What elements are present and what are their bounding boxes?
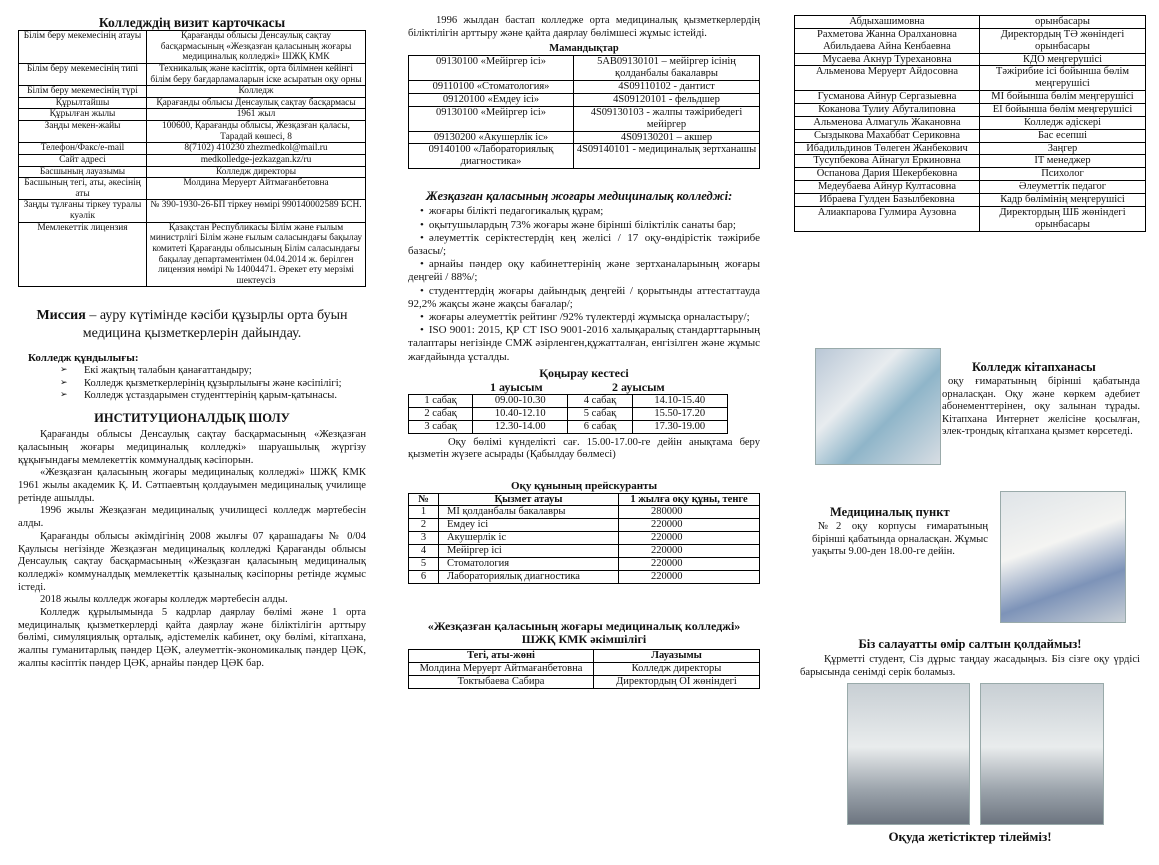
value-item: ➢ Колледж қызметкерлерінің құзырлылығы және кәсіпілігі; — [60, 378, 366, 390]
paragraph: «Жезқазған қаласының жоғары медициналық колледжі» ШЖҚ КМК 1961 жылы академик Қ. И. Сәтпаевтың қолдауымен медициналық училище ретінде ашылды. — [18, 467, 366, 504]
admin-row — [795, 53, 1146, 66]
visit-card-table — [18, 30, 366, 287]
admin-row — [795, 194, 1146, 207]
admin-position: орынбасары — [980, 16, 1146, 29]
prices-title: Оқу құнының прейскуранты — [510, 479, 658, 492]
healthy-title: Біз салауатты өмір салтын қолдаймыз! — [858, 637, 1082, 651]
admin-row — [795, 91, 1146, 104]
admin-name: Сыздыкова Махаббат Сериковна — [795, 129, 980, 142]
visit-card-label: Білім беру мекемесінің түрі — [19, 86, 147, 98]
price-amount: 220000 — [619, 557, 760, 570]
visit-card-value: Қазақстан Республикасы Білім және ғылым министрлігі Білім және ғылым саласындағы бақылау комитеті Қарағанды облысының Білім саласындағы бақылау департаментімен 04.04.2014 ж. берілген лицензия нөмірі № 14004471. Әрекет ету мерзімі шектеусіз — [147, 222, 366, 287]
advantage-item: • ISO 9001: 2015, ҚР СТ ISO 9001-2016 халықаралық стандарттарының талаптары негізінде СМЖ әзірленген,құжатталған, енгізілген және жұмыс жағдайында ұсталды. — [408, 324, 760, 364]
price-row — [409, 570, 760, 583]
specialty-row — [409, 56, 760, 81]
paragraph: Колледж құрылымында 5 кадрлар даярлау бөлімі және 1 орта медициналық қызметкерлерді қайта даярлау және біліктілігін арттыру бөлімі, симуляциялық орталық, әдістемелік кабинет, оқу бөлімі, кітапхана, жалпы гуманитарлық пәндер ЦӘК, әлеуметтік-экономикалық пәндер ЦӘК, жалпы кәсіптік пәндер ЦӘК, арнайы пәндер ЦӘК бар. — [18, 607, 366, 669]
admin-name: Оспанова Дария Шекербековна — [795, 168, 980, 181]
paragraph: 1996 жылы Жезқазған медициналық училищесі колледж мәртебесін алды. — [18, 505, 366, 530]
advantages-title: Жезқазған қаласының жоғары медициналық колледжі: — [426, 189, 733, 204]
admin-position: Директордың ТӘ жөніндегі орынбасары — [980, 28, 1146, 53]
admin-name: Тусупбекова Айнагул Еркиновна — [795, 155, 980, 168]
price-number: 2 — [409, 519, 439, 532]
admin-row — [795, 28, 1146, 53]
visit-card-row — [19, 222, 366, 287]
bell-time: 10.40-12.10 — [473, 407, 568, 420]
visit-card-row — [19, 200, 366, 222]
advantage-item: • оқытушылардың 73% жоғары және бірінші біліктілік санаты бар; — [408, 219, 760, 232]
visit-card-label: Басшының лауазымы — [19, 166, 147, 178]
price-amount: 220000 — [619, 545, 760, 558]
mission-label: Миссия — [36, 308, 86, 324]
bell-lesson: 3 сабақ — [409, 420, 473, 433]
admin-position: Колледж директоры — [594, 663, 760, 676]
admin-position: Директордың ОІ жөніндегі — [594, 675, 760, 688]
values-list — [60, 365, 366, 402]
visit-card-title: Колледждің визит карточкасы — [98, 15, 286, 30]
prices-header-cell: № — [409, 493, 439, 506]
visit-card-label: Басшының тегі, аты, әкесінің аты — [19, 178, 147, 200]
admin-name: Гусманова Айнур Сергазыевна — [795, 91, 980, 104]
bells-shifts — [408, 380, 760, 394]
specialties-table — [408, 55, 760, 169]
footer-wish: Оқуда жетістіктер тілейміз! — [888, 829, 1052, 844]
admin-name: Ибадильдинов Төлеген Жанбекович — [795, 142, 980, 155]
price-number: 6 — [409, 570, 439, 583]
visit-card-value: Қарағанды облысы Денсаулық сақтау басқармасы — [147, 97, 366, 109]
admin-name: Рахметова Жанна Оралхановна Абильдаева Айна Кенбаевна — [795, 28, 980, 53]
visit-card-row — [19, 63, 366, 85]
admin-name: Ибраева Гулден Базылбековна — [795, 194, 980, 207]
bell-row — [409, 407, 728, 420]
price-service: Стоматология — [439, 557, 619, 570]
advantage-item: • жоғары білікті педагогикалық құрам; — [408, 205, 760, 218]
price-number: 5 — [409, 557, 439, 570]
admin-row — [795, 206, 1146, 231]
price-number: 1 — [409, 506, 439, 519]
advantages-list — [408, 205, 760, 363]
shift-2-label: 2 ауысым — [612, 379, 665, 394]
admin-position: КДО меңгерушісі — [980, 53, 1146, 66]
prices-header — [409, 493, 760, 506]
column-left — [18, 0, 366, 865]
price-number: 3 — [409, 532, 439, 545]
price-number: 4 — [409, 545, 439, 558]
price-service: Акушерлік іс — [439, 532, 619, 545]
bell-time: 12.30-14.00 — [473, 420, 568, 433]
prices-header-cell: Қызмет атауы — [439, 493, 619, 506]
institutional-title: ИНСТИТУЦИОНАЛДЫҚ ШОЛУ — [94, 411, 290, 426]
admin-name: Алиакпарова Гулмира Аузовна — [795, 206, 980, 231]
library-title: Колледж кітапханасы — [972, 360, 1096, 374]
bell-time: 15.50-17.20 — [632, 407, 727, 420]
admin-row — [795, 16, 1146, 29]
admin-name: Альменова Меруерт Айдосовна — [795, 66, 980, 91]
admin-position: Психолог — [980, 168, 1146, 181]
price-amount: 220000 — [619, 519, 760, 532]
admin-row — [795, 155, 1146, 168]
prices-table — [408, 493, 760, 584]
admin-name: Мусаева Акнур Туреxановна — [795, 53, 980, 66]
bell-time: 09.00-10.30 — [473, 395, 568, 408]
specialty-code: 09120100 «Емдеу ісі» — [409, 93, 574, 106]
visit-card-row — [19, 97, 366, 109]
visit-card-label: Құрылтайшы — [19, 97, 147, 109]
paragraph: Қарағанды облысы Денсаулық сақтау басқармасының «Жезқазған қаласының жоғары медициналық колледжі» шаруашылық жүргізу құқығындағы мемлекеттік коммуналдық кәсіпорын. — [18, 429, 366, 466]
bell-row — [409, 420, 728, 433]
admin-position: Тәжірибие ісі бойынша бөлім меңгерушісі — [980, 66, 1146, 91]
bell-lesson: 1 сабақ — [409, 395, 473, 408]
mission — [18, 307, 366, 342]
admin-header — [409, 650, 760, 663]
visit-card-row — [19, 154, 366, 166]
visit-card-label: Заңды тұлғаны тіркеу туралы куәлік — [19, 200, 147, 222]
admin-header-cell: Тегі, аты-жөні — [409, 650, 594, 663]
specialty-code: 09130100 «Мейіргер ісі» — [409, 56, 574, 81]
visit-card-row — [19, 86, 366, 98]
specialty-row — [409, 81, 760, 94]
specialty-row — [409, 144, 760, 169]
visit-card-label: Заңды мекен-жайы — [19, 121, 147, 143]
bell-lesson: 6 сабақ — [568, 420, 632, 433]
medical-point-photo — [1000, 491, 1126, 623]
visit-card-value: 8(7102) 410230 zhezmedkol@mail.ru — [147, 143, 366, 155]
bell-time: 14.10-15.40 — [632, 395, 727, 408]
visit-card-row — [19, 31, 366, 64]
visit-card-row — [19, 109, 366, 121]
paragraph: Қарағанды облысы әкімдігінің 2008 жылғы 07 қарашадағы № 0/04 Қаулысы негізінде Жезқазған медициналық колледжі Қарағанды облысы Денсаулық сақтау басқармасының «Жезқазған қаласының медициналық колледжі» коммуналдық мемлекеттік қазыналық кәсіпорны ретінде жұмыс істеді. — [18, 530, 366, 593]
admin-row — [795, 104, 1146, 117]
visit-card-value: 100600, Қарағанды облысы, Жезқазған қаласы, Тарадай көшесі, 8 — [147, 121, 366, 143]
price-service: Емдеу ісі — [439, 519, 619, 532]
specialty-qualification: 4S09120101 - фельдшер — [574, 93, 760, 106]
admin-header-cell: Лауазымы — [594, 650, 760, 663]
mission-text: – ауру күтімінде кәсіби құзырлы орта буын медицина қызметкерлерін дайындау. — [82, 308, 348, 341]
specialty-code: 09140100 «Лабораториялық диагностика» — [409, 144, 574, 169]
specialty-code: 09130100 «Мейіргер ісі» — [409, 106, 574, 131]
bell-lesson: 4 сабақ — [568, 395, 632, 408]
admin-position: МІ бойынша бөлім меңгерушісі — [980, 91, 1146, 104]
admin-table-part2 — [794, 15, 1146, 232]
admin-name: Абдыхашимовна — [795, 16, 980, 29]
bell-lesson: 2 сабақ — [409, 407, 473, 420]
visit-card-value: Колледж директоры — [147, 166, 366, 178]
bell-row — [409, 395, 728, 408]
price-row — [409, 506, 760, 519]
admin-row — [795, 142, 1146, 155]
library-text: оқу ғимаратының бірінші қабатында орналасқан. Оқу және көркем әдебиет абонементтерінен, оқу залынан тұрады. Кітапхана Интернет желісіне қосылған, элек-трондық кітапхана қызмет көрсетеді. — [942, 376, 1140, 437]
bell-lesson: 5 сабақ — [568, 407, 632, 420]
bells-title: Қоңырау кестесі — [539, 365, 629, 380]
advantage-item: • жоғары әлеуметтік рейтинг /92% түлектерді жұмысқа орналастыру/; — [408, 311, 760, 324]
admin-row — [409, 675, 760, 688]
medpoint-title: Медициналық пункт — [830, 505, 950, 519]
admin-name: Молдина Меруерт Айтмағанбетовна — [409, 663, 594, 676]
advantage-item: • студенттердің жоғары дайындық деңгейі / қорытынды аттестаттауда 92,2% жақсы және жақсы бағалар/; — [408, 285, 760, 311]
advantage-item: • әлеуметтік серіктестердің кең желісі / 17 оқу-өндірістік тәжірибе базасы/; — [408, 232, 760, 258]
specialty-qualification: 4S09140101 - медициналық зертханашы — [574, 144, 760, 169]
visit-card-row — [19, 178, 366, 200]
specialty-qualification: 4S09110102 - дантист — [574, 81, 760, 94]
paragraph: 2018 жылы колледж жоғары колледж мәртебесін алды. — [40, 594, 288, 606]
admin-position: Колледж әдіскері — [980, 116, 1146, 129]
visit-card-row — [19, 143, 366, 155]
specialty-qualification: 4S09130201 – акшер — [574, 131, 760, 144]
specialties-title: Мамандықтар — [549, 43, 619, 54]
healthy-text: Құрметті студент, Сіз дұрыс таңдау жасадыңыз. Біз сізге оқу үрдісі барысында сенімді серік боламыз. — [800, 654, 1140, 678]
admin-name: Медеубаева Айнур Култасовна — [795, 181, 980, 194]
visit-card-value: 1961 жыл — [147, 109, 366, 121]
library-photo — [815, 348, 941, 465]
visit-card-label: Мемлекеттік лицензия — [19, 222, 147, 287]
visit-card-value: Техникалық және кәсіптік, орта білімнен кейінгі білім беру бағдарламаларын іске асыратын оқу орны — [147, 63, 366, 85]
price-service: Лабораториялық диагностика — [439, 570, 619, 583]
visit-card-value: Қарағанды облысы Денсаулық сақтау басқармасының «Жезқазған қаласының жоғары медициналық колледжі» ШЖҚ КМК — [147, 31, 366, 64]
price-amount: 280000 — [619, 506, 760, 519]
visit-card-label: Білім беру мекемесінің атауы — [19, 31, 147, 64]
institutional-text — [18, 429, 366, 670]
value-item: ➢ Колледж ұстаздарымен студенттерінің қарым-қатынасы. — [60, 390, 366, 402]
price-amount: 220000 — [619, 532, 760, 545]
admin-position: Бас есепші — [980, 129, 1146, 142]
visit-card-row — [19, 121, 366, 143]
price-service: МІ қолданбалы бакалавры — [439, 506, 619, 519]
value-item: ➢ Екі жақтың талабын қанағаттандыру; — [60, 365, 366, 377]
price-amount: 220000 — [619, 570, 760, 583]
price-row — [409, 545, 760, 558]
visit-card-row — [19, 166, 366, 178]
specialty-row — [409, 131, 760, 144]
specialty-row — [409, 93, 760, 106]
specialty-qualification: 4S09130103 - жалпы тәжірибедегі мейіргер — [574, 106, 760, 131]
admin-row — [409, 663, 760, 676]
medpoint-text: №2 оқу корпусы ғимаратының бірінші қабатында орналасқан. Жұмыс уақыты 9.00-ден 18.00-ге дейін. — [812, 521, 988, 557]
bell-time: 17.30-19.00 — [632, 420, 727, 433]
column-middle — [408, 0, 760, 865]
admin-name: Токтыбаева Сабира — [409, 675, 594, 688]
bells-note: Оқу бөлімі күнделікті сағ. 15.00-17.00-ге дейін анықтама беру қызметін жүзеге асырады (Қабылдау бөлмесі) — [408, 436, 760, 461]
gym-photo-2 — [980, 683, 1104, 825]
admin-position: Заңгер — [980, 142, 1146, 155]
visit-card-value: Молдина Меруерт Айтмағанбетовна — [147, 178, 366, 200]
visit-card-label: Сайт адресі — [19, 154, 147, 166]
admin-row — [795, 116, 1146, 129]
visit-card-label: Құрылған жылы — [19, 109, 147, 121]
admin-position: IT менеджер — [980, 155, 1146, 168]
specialty-code: 09110100 «Стоматология» — [409, 81, 574, 94]
visit-card-value: medkolledge-jezkazgan.kz/ru — [147, 154, 366, 166]
admin-position: ЕІ бойынша бөлім меңгерушісі — [980, 104, 1146, 117]
shift-1-label: 1 ауысым — [490, 379, 543, 394]
admin-row — [795, 181, 1146, 194]
bells-table — [408, 394, 728, 434]
admin-position: Директордың ШБ жөніндегі орынбасары — [980, 206, 1146, 231]
prices-header-cell: 1 жылға оқу құны, тенге — [619, 493, 760, 506]
price-row — [409, 519, 760, 532]
admin-position: Әлеуметтік педагог — [980, 181, 1146, 194]
column-right — [794, 0, 1146, 865]
visit-card-value: № 390-1930-26-БП тіркеу нөмірі 990140002589 БСН. — [147, 200, 366, 222]
specialty-code: 09130200 «Акушерлік іс» — [409, 131, 574, 144]
admin-name: Альменова Алмагуль Жакановна — [795, 116, 980, 129]
visit-card-label: Телефон/Факс/e-mail — [19, 143, 147, 155]
admin-name: Коканова Тулиу Абуталиповна — [795, 104, 980, 117]
admin-row — [795, 129, 1146, 142]
admin-row — [795, 168, 1146, 181]
price-service: Мейіргер ісі — [439, 545, 619, 558]
admin-title: «Жезқазған қаласының жоғары медициналық колледжі» ШЖҚ КМК әкімшілігі — [427, 618, 741, 647]
intro-paragraph: 1996 жылдан бастап колледже орта медициналық қызметкерлердің біліктілігін арттыру және қайта даярлау бөлімшесі жұмыс істейді. — [408, 15, 760, 39]
admin-position: Кадр бөлімінің меңгерушісі — [980, 194, 1146, 207]
specialty-row — [409, 106, 760, 131]
values-title: Колледж құндылығы: — [28, 352, 139, 365]
visit-card-value: Колледж — [147, 86, 366, 98]
visit-card-label: Білім беру мекемесінің типі — [19, 63, 147, 85]
price-row — [409, 557, 760, 570]
admin-table-part1 — [408, 649, 760, 689]
admin-row — [795, 66, 1146, 91]
price-row — [409, 532, 760, 545]
advantage-item: • арнайы пәндер оқу кабинеттерінің және зертханаларының жоғары деңгейі / 88%/; — [408, 258, 760, 284]
specialty-qualification: 5АВ09130101 – мейіргер ісінің қолданбалы бакалавры — [574, 56, 760, 81]
gym-photo-1 — [847, 683, 970, 825]
